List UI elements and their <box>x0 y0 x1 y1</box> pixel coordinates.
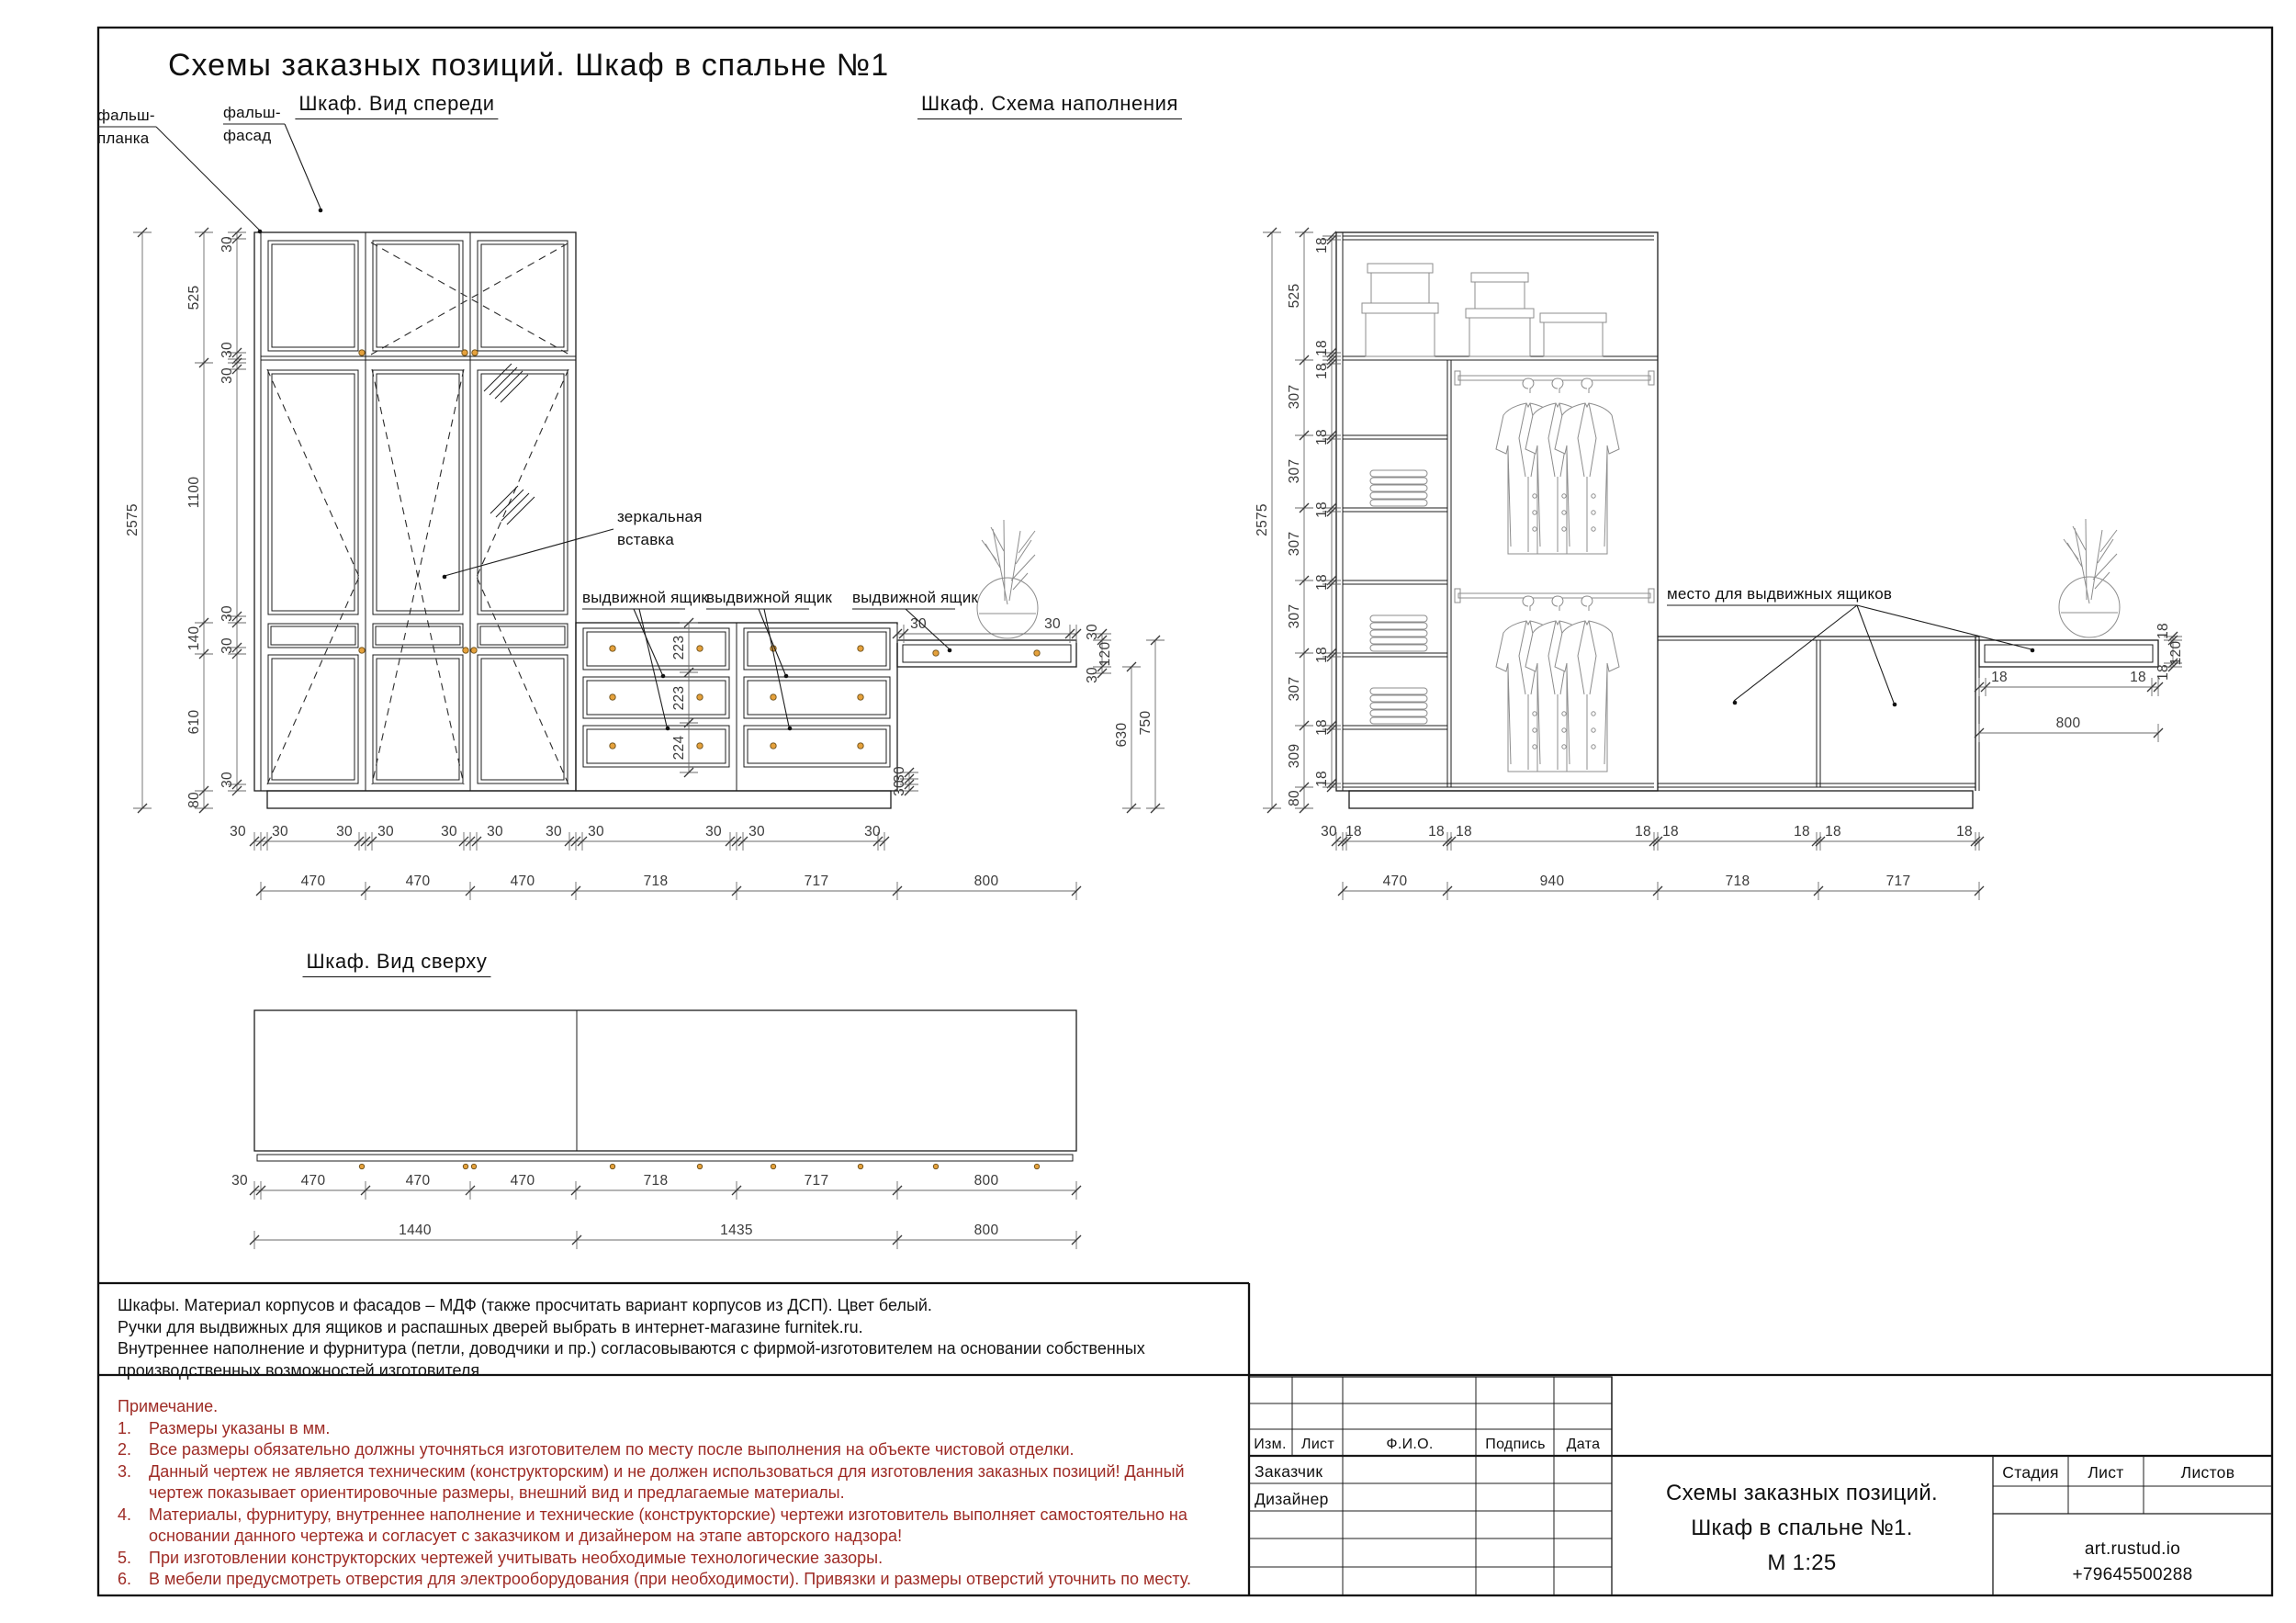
towel-stack <box>1370 470 1427 506</box>
svg-text:Лист: Лист <box>1301 1437 1334 1452</box>
svg-text:18: 18 <box>1314 771 1330 787</box>
note-line: Шкафы. Материал корпусов и фасадов – МДФ (также просчитать вариант корпусов из ДСП). Цвет белый. <box>118 1296 932 1314</box>
svg-text:18: 18 <box>1662 824 1679 840</box>
top-view-drawing <box>254 1010 1076 1169</box>
remark-item: 4. Материалы, фурнитуру, внутреннее наполнение и технические (конструкторские) чертежи изготовитель выполняет самостоятельно на основании данного чертежа и согласует с заказчиком и дизайнером на этапе авторского надзора! <box>118 1505 1187 1545</box>
filling-view-drawing <box>1336 232 2158 808</box>
handle-dots-front <box>359 350 1040 749</box>
svg-text:224: 224 <box>671 735 687 761</box>
svg-text:30: 30 <box>1085 624 1100 640</box>
svg-text:30: 30 <box>892 766 907 783</box>
svg-text:718: 718 <box>1725 873 1750 889</box>
note-line: производственных возможностей изготовителя. <box>118 1360 485 1380</box>
svg-text:307: 307 <box>1287 676 1302 702</box>
svg-text:Схемы заказных позиций.: Схемы заказных позиций. <box>1665 1481 1939 1505</box>
svg-text:место для выдвижных ящиков: место для выдвижных ящиков <box>1667 585 1893 603</box>
remark-item: 6. В мебели предусмотреть отверстия для электрооборудования (при необходимости). Привязки и размеры отверстий уточнить по месту. <box>118 1570 1192 1588</box>
svg-text:30: 30 <box>219 605 235 622</box>
svg-text:30: 30 <box>910 616 927 632</box>
svg-text:307: 307 <box>1287 531 1302 557</box>
svg-text:30: 30 <box>230 824 246 840</box>
svg-text:Шкаф в спальне №1.: Шкаф в спальне №1. <box>1691 1516 1913 1540</box>
svg-text:Дата: Дата <box>1566 1437 1601 1452</box>
svg-text:718: 718 <box>643 873 669 889</box>
remark-item: 5. При изготовлении конструкторских чертежей учитывать необходимые технологические зазоры. <box>118 1548 884 1567</box>
svg-text:30: 30 <box>864 824 881 840</box>
vase-filling-view <box>2059 519 2120 637</box>
svg-text:940: 940 <box>1539 873 1565 889</box>
svg-text:800: 800 <box>974 873 999 889</box>
svg-text:307: 307 <box>1287 384 1302 410</box>
remark-item: 2. Все размеры обязательно должны уточняться изготовителем по месту после выполнения на объекте чистовой отделки. <box>118 1440 1075 1459</box>
svg-text:18: 18 <box>2155 623 2171 639</box>
svg-text:470: 470 <box>510 1173 535 1189</box>
svg-text:223: 223 <box>671 685 687 711</box>
svg-text:470: 470 <box>1382 873 1408 889</box>
dimension-layer <box>125 228 2184 1249</box>
svg-text:30: 30 <box>705 824 722 840</box>
svg-text:выдвижной ящик: выдвижной ящик <box>706 589 833 606</box>
svg-text:717: 717 <box>804 1173 829 1189</box>
svg-text:планка: планка <box>97 130 150 147</box>
svg-text:Заказчик: Заказчик <box>1255 1462 1323 1481</box>
svg-text:Изм.: Изм. <box>1254 1437 1287 1452</box>
svg-text:Листов: Листов <box>2180 1463 2235 1482</box>
svg-text:1440: 1440 <box>399 1223 432 1238</box>
mirror-hatch-marks <box>484 364 535 524</box>
svg-text:30: 30 <box>441 824 457 840</box>
svg-text:30: 30 <box>1044 616 1061 632</box>
towel-stack <box>1370 615 1427 651</box>
svg-text:18: 18 <box>1314 340 1330 356</box>
towel-stack <box>1370 688 1427 724</box>
svg-text:18: 18 <box>1314 429 1330 445</box>
svg-text:art.rustud.io: art.rustud.io <box>2084 1539 2181 1559</box>
svg-text:М 1:25: М 1:25 <box>1767 1550 1837 1575</box>
notes-box <box>98 1283 1249 1380</box>
svg-text:30: 30 <box>219 342 235 358</box>
svg-text:750: 750 <box>1138 710 1154 736</box>
svg-text:718: 718 <box>643 1173 669 1189</box>
svg-text:1435: 1435 <box>720 1223 753 1238</box>
handle-dots-top <box>359 1164 1039 1168</box>
svg-text:зеркальная: зеркальная <box>617 508 703 525</box>
svg-text:фальш-: фальш- <box>223 104 281 121</box>
svg-text:717: 717 <box>1885 873 1911 889</box>
svg-text:30: 30 <box>272 824 288 840</box>
svg-text:30: 30 <box>219 367 235 384</box>
svg-text:525: 525 <box>1287 283 1302 309</box>
storage-boxes <box>1362 264 1606 356</box>
svg-text:2575: 2575 <box>125 503 141 536</box>
svg-text:Лист: Лист <box>2088 1463 2124 1482</box>
svg-text:30: 30 <box>892 780 907 796</box>
remarks-list <box>118 1418 1226 1591</box>
svg-text:18: 18 <box>1314 647 1330 663</box>
svg-text:18: 18 <box>1456 824 1472 840</box>
svg-text:470: 470 <box>300 1173 326 1189</box>
svg-text:18: 18 <box>1825 824 1841 840</box>
remark-item: 3. Данный чертеж не является техническим (конструкторским) и не должен использоваться для изготовления заказных позиций! Данный чертеж показывает ориентировочные размеры, внешний вид и предлагаемые материалы. <box>118 1461 1185 1502</box>
svg-text:18: 18 <box>1428 824 1445 840</box>
svg-text:525: 525 <box>186 285 202 310</box>
svg-text:307: 307 <box>1287 603 1302 629</box>
svg-text:800: 800 <box>2055 716 2081 731</box>
svg-text:80: 80 <box>1287 790 1302 806</box>
svg-text:30: 30 <box>1085 667 1100 683</box>
svg-text:30: 30 <box>336 824 353 840</box>
svg-text:610: 610 <box>186 709 202 735</box>
page-title: Схемы заказных позиций. Шкаф в спальне №1 <box>168 48 890 83</box>
svg-text:Стадия: Стадия <box>2002 1463 2059 1482</box>
svg-text:вставка: вставка <box>617 531 675 548</box>
svg-text:30: 30 <box>1321 824 1337 840</box>
svg-text:выдвижной ящик: выдвижной ящик <box>852 589 979 606</box>
note-line: Ручки для выдвижных для ящиков и распашных дверей выбрать в интернет-магазине furnitek.ru. <box>118 1317 863 1336</box>
svg-text:Дизайнер: Дизайнер <box>1255 1490 1329 1508</box>
svg-text:30: 30 <box>748 824 765 840</box>
svg-text:фасад: фасад <box>223 127 272 144</box>
svg-text:470: 470 <box>405 1173 431 1189</box>
svg-text:30: 30 <box>219 772 235 788</box>
svg-text:Подпись: Подпись <box>1485 1437 1546 1452</box>
note-line: Внутреннее наполнение и фурнитура (петли, доводчики и пр.) согласовываются с фирмой-изготовителем на основании собственных <box>118 1339 1145 1358</box>
svg-text:470: 470 <box>405 873 431 889</box>
svg-text:18: 18 <box>1635 824 1651 840</box>
svg-text:18: 18 <box>2155 664 2171 681</box>
view-title-top: Шкаф. Вид сверху <box>302 950 490 977</box>
svg-text:1100: 1100 <box>186 476 202 509</box>
svg-text:18: 18 <box>1314 719 1330 736</box>
svg-text:2575: 2575 <box>1255 503 1270 536</box>
svg-text:30: 30 <box>487 824 503 840</box>
svg-text:307: 307 <box>1287 458 1302 484</box>
svg-text:120: 120 <box>2168 640 2184 666</box>
svg-text:630: 630 <box>1114 722 1130 748</box>
remarks-heading: Примечание. <box>118 1397 219 1415</box>
svg-text:18: 18 <box>1314 363 1330 379</box>
svg-text:30: 30 <box>231 1173 248 1189</box>
svg-text:18: 18 <box>1794 824 1810 840</box>
svg-text:120: 120 <box>1097 641 1113 667</box>
svg-text:18: 18 <box>1956 824 1973 840</box>
svg-text:140: 140 <box>186 626 202 651</box>
svg-text:30: 30 <box>219 236 235 253</box>
remark-item: 1. Размеры указаны в мм. <box>118 1418 331 1437</box>
svg-text:18: 18 <box>1314 502 1330 518</box>
svg-text:800: 800 <box>974 1173 999 1189</box>
svg-text:18: 18 <box>1314 237 1330 254</box>
svg-text:470: 470 <box>300 873 326 889</box>
svg-text:717: 717 <box>804 873 829 889</box>
svg-text:фальш-: фальш- <box>97 107 155 124</box>
svg-text:223: 223 <box>671 635 687 660</box>
svg-text:800: 800 <box>974 1223 999 1238</box>
svg-text:18: 18 <box>1314 574 1330 591</box>
svg-text:309: 309 <box>1287 743 1302 769</box>
svg-text:80: 80 <box>186 792 202 808</box>
vase-front-view <box>977 520 1038 638</box>
remarks-box <box>98 1375 1249 1595</box>
svg-text:30: 30 <box>219 637 235 654</box>
svg-text:18: 18 <box>1345 824 1362 840</box>
svg-text:470: 470 <box>510 873 535 889</box>
view-title-filling: Шкаф. Схема наполнения <box>917 92 1182 119</box>
svg-text:18: 18 <box>2130 670 2146 685</box>
view-title-front: Шкаф. Вид спереди <box>295 92 498 119</box>
svg-text:18: 18 <box>1991 670 2008 685</box>
svg-text:Ф.И.О.: Ф.И.О. <box>1386 1437 1434 1452</box>
svg-text:30: 30 <box>546 824 562 840</box>
svg-text:30: 30 <box>377 824 394 840</box>
svg-text:30: 30 <box>588 824 604 840</box>
svg-text:+79645500288: +79645500288 <box>2072 1565 2193 1584</box>
svg-text:выдвижной ящик: выдвижной ящик <box>582 589 709 606</box>
